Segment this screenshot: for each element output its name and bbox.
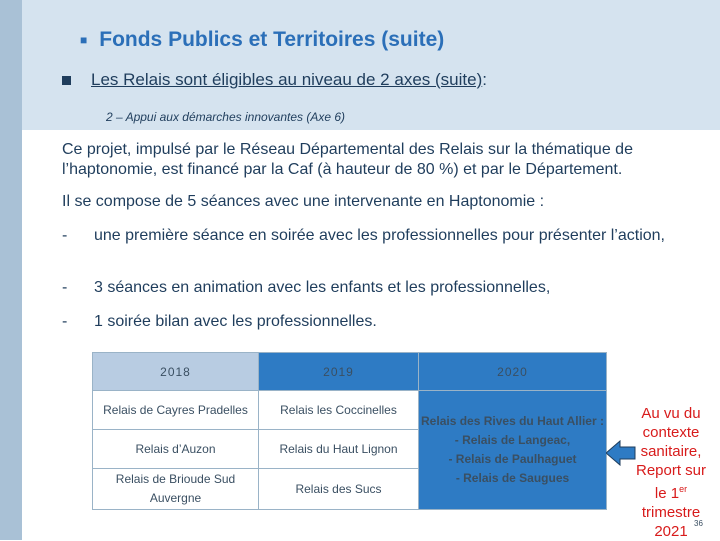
note-line: contexte bbox=[642, 424, 700, 441]
note-sup: er bbox=[679, 484, 688, 494]
table-cell: Relais d’Auzon bbox=[93, 430, 259, 469]
slide-title bbox=[80, 28, 444, 52]
table-cell: Relais de Brioude Sud Auvergne bbox=[93, 469, 259, 510]
axe-label: 2 – Appui aux démarches innovantes (Axe 6) bbox=[106, 110, 346, 124]
table-cell: Relais les Coccinelles bbox=[259, 391, 419, 430]
table-cell: Relais du Haut Lignon bbox=[259, 430, 419, 469]
list-dash: - bbox=[62, 279, 68, 296]
table-cell: Relais de Cayres Pradelles bbox=[93, 391, 259, 430]
list-item bbox=[62, 278, 702, 298]
list-text: 3 séances en animation avec les enfants et les professionnelles, bbox=[94, 279, 551, 296]
note-line: Au vu du bbox=[641, 405, 701, 422]
cell-line: - Relais de Saugues bbox=[455, 471, 570, 485]
left-strip bbox=[0, 0, 22, 540]
list-text: 1 soirée bilan avec les professionnelles. bbox=[94, 313, 377, 330]
table-cell: Relais des Sucs bbox=[259, 469, 419, 510]
list-item bbox=[62, 312, 702, 332]
note-line: trimestre bbox=[641, 504, 701, 521]
page-number: 36 bbox=[694, 519, 703, 528]
cell-line: - Relais de Paulhaguet bbox=[448, 452, 577, 466]
list-item bbox=[62, 226, 702, 246]
note-line: Report sur bbox=[635, 462, 707, 479]
note-line-with-sup: le 1er bbox=[654, 484, 688, 502]
cell-line: Relais des Rives du Haut Allier : bbox=[421, 414, 604, 428]
paragraph-1: Ce projet, impulsé par le Réseau Départemental des Relais sur la thématique de l’haptonomie, est financé par la Caf (à hauteur de 80 %) et par le Département. bbox=[62, 141, 633, 178]
list-dash: - bbox=[62, 313, 68, 330]
note-line: sanitaire, bbox=[640, 443, 702, 460]
relais-table bbox=[92, 352, 607, 510]
paragraph-2: Il se compose de 5 séances avec une intervenante en Haptonomie : bbox=[62, 193, 545, 210]
subtitle-colon: : bbox=[482, 70, 487, 89]
header-2019: 2019 bbox=[259, 353, 419, 391]
cell-line: - Relais de Langeac, bbox=[454, 433, 571, 447]
list-dash: - bbox=[62, 227, 68, 244]
note-line: 2021 bbox=[654, 523, 688, 540]
square-bullet-icon: ■ bbox=[80, 33, 88, 47]
subtitle-text: Les Relais sont éligibles au niveau de 2 axes (suite) bbox=[91, 70, 483, 89]
table-cell-2020 bbox=[419, 391, 607, 510]
header-2018: 2018 bbox=[93, 353, 259, 391]
square-bullet-icon bbox=[62, 76, 71, 85]
title-text: Fonds Publics et Territoires (suite) bbox=[99, 28, 445, 51]
header-2020: 2020 bbox=[419, 353, 607, 391]
subtitle-row bbox=[62, 70, 487, 90]
list-text: une première séance en soirée avec les professionnelles pour présenter l’action, bbox=[94, 227, 665, 244]
